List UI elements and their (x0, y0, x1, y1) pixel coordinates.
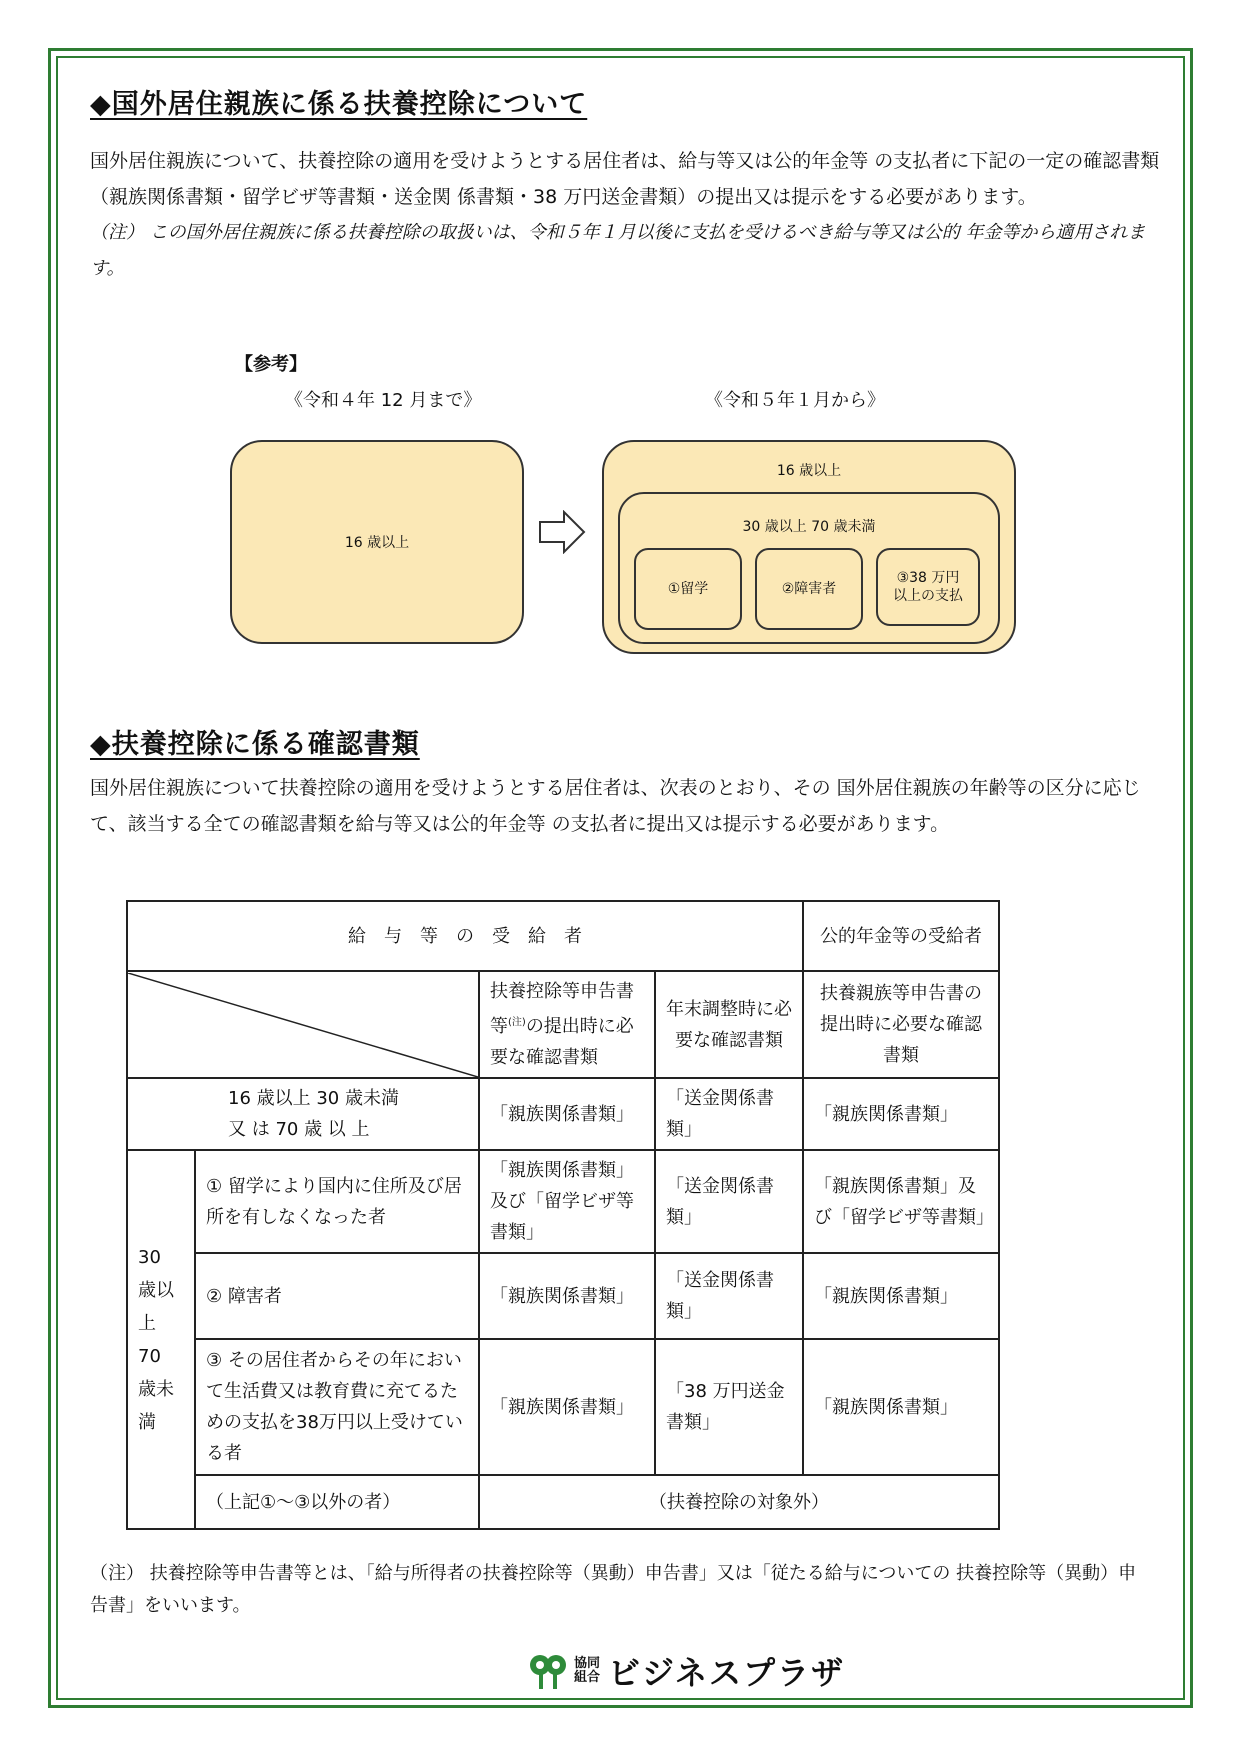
before-age-box (230, 440, 524, 644)
table-row (127, 1339, 999, 1475)
header-pension: 公的年金等の受給者 (803, 901, 999, 971)
leaf-logo-icon (528, 1651, 568, 1691)
after-period-label: 《令和５年１月から》 (705, 390, 885, 411)
row1-b: 「送金関係書類」 (655, 1078, 803, 1150)
item-study-label: ①留学 (667, 581, 709, 597)
row-disability-a: 「親族関係書類」 (479, 1253, 655, 1339)
item-disability-label: ②障害者 (781, 581, 837, 597)
section2-paragraph: 国外居住親族について扶養控除の適用を受けようとする居住者は、次表のとおり、その 国外居住親族の年齢等の区分に応じて、該当する全ての確認書類を給与等又は公的年金等 の支払者に提出又は提示する必要があります。 (90, 777, 1141, 835)
diagonal-line (128, 973, 478, 1077)
after-outer-box (602, 440, 1016, 654)
header-salary: 給 与 等 の 受 給 者 (127, 901, 803, 971)
after-outer-label: 16 歳以上 (776, 463, 842, 479)
logo-kyodo: 協同 組合 (574, 1656, 601, 1685)
reference-diagram (90, 350, 1160, 730)
section1-heading: ◆国外居住親族に係る扶養控除について (90, 89, 588, 120)
row-study-b: 「送金関係書類」 (655, 1150, 803, 1253)
row1-label: 16 歳以上 30 歳未満 又 は 70 歳 以 上 (127, 1078, 479, 1150)
row-study-c: 「親族関係書類」及び「留学ビザ等書類」 (803, 1150, 999, 1253)
row-payment-c: 「親族関係書類」 (803, 1339, 999, 1475)
table-row (127, 1150, 999, 1253)
item-payment-box (876, 548, 980, 626)
age-group-cell: 30 歳以上 70 歳未満 (127, 1150, 195, 1529)
reference-label: 【参考】 (235, 354, 307, 375)
table-row (127, 901, 999, 971)
row-study-a: 「親族関係書類」及び「留学ビザ等書類」 (479, 1150, 655, 1253)
row1-a: 「親族関係書類」 (479, 1078, 655, 1150)
diagonal-cell (127, 971, 479, 1078)
row-disability-b: 「送金関係書類」 (655, 1253, 803, 1339)
table-row (127, 971, 999, 1078)
row-disability-c: 「親族関係書類」 (803, 1253, 999, 1339)
item-payment-label: ③38 万円以上の支払 (893, 570, 963, 604)
row-payment-b: 「38 万円送金書類」 (655, 1339, 803, 1475)
arrow-right-icon (538, 510, 586, 554)
table-row (127, 1475, 999, 1529)
company-logo (528, 1648, 845, 1694)
section2-heading: ◆扶養控除に係る確認書類 (90, 729, 420, 760)
row-payment-label: ③ その居住者からその年において生活費又は教育費に充てるための支払を38万円以上受けている者 (195, 1339, 479, 1475)
logo-name: ビジネスプラザ (608, 1654, 846, 1692)
table-row (127, 1078, 999, 1150)
row-disability-label: ② 障害者 (195, 1253, 479, 1339)
documents-table-body (126, 900, 1000, 1530)
row-other-label: （上記①～③以外の者） (195, 1475, 479, 1529)
section1-paragraph: 国外居住親族について、扶養控除の適用を受けようとする居住者は、給与等又は公的年金等 の支払者に下記の一定の確認書類（親族関係書類・留学ビザ等書類・送金関 係書類・38 万円送金書類）の提出又は提示をする必要があります。 (90, 150, 1160, 208)
item-study-box (634, 548, 742, 630)
table-footnote: （注） 扶養控除等申告書等とは、「給与所得者の扶養控除等（異動）申告書」又は「従たる給与についての 扶養控除等（異動）申告書」をいいます。 (90, 1563, 1137, 1616)
item-disability-box (755, 548, 863, 630)
after-middle-box (618, 492, 1000, 644)
before-age-label: 16 歳以上 (344, 535, 410, 551)
col-c-header: 扶養親族等申告書の提出時に必要な確認書類 (803, 971, 999, 1078)
row-payment-a: 「親族関係書類」 (479, 1339, 655, 1475)
col-b-header: 年末調整時に必要な確認書類 (655, 971, 803, 1078)
row1-c: 「親族関係書類」 (803, 1078, 999, 1150)
table-row (127, 1253, 999, 1339)
row-study-label: ① 留学により国内に住所及び居所を有しなくなった者 (195, 1150, 479, 1253)
section1-note: （注） この国外居住親族に係る扶養控除の取扱いは、令和５年１月以後に支払を受けるべき給与等又は公的 年金等から適用されます。 (90, 222, 1146, 279)
row-other-value: （扶養控除の対象外） (479, 1475, 999, 1529)
page-content (90, 70, 1160, 1692)
before-period-label: 《令和４年 12 月まで》 (285, 390, 482, 411)
col-a-header: 扶養控除等申告書等$^{(注)}$の提出時に必要な確認書類 (479, 971, 655, 1078)
after-middle-label: 30 歳以上 70 歳未満 (742, 519, 876, 535)
